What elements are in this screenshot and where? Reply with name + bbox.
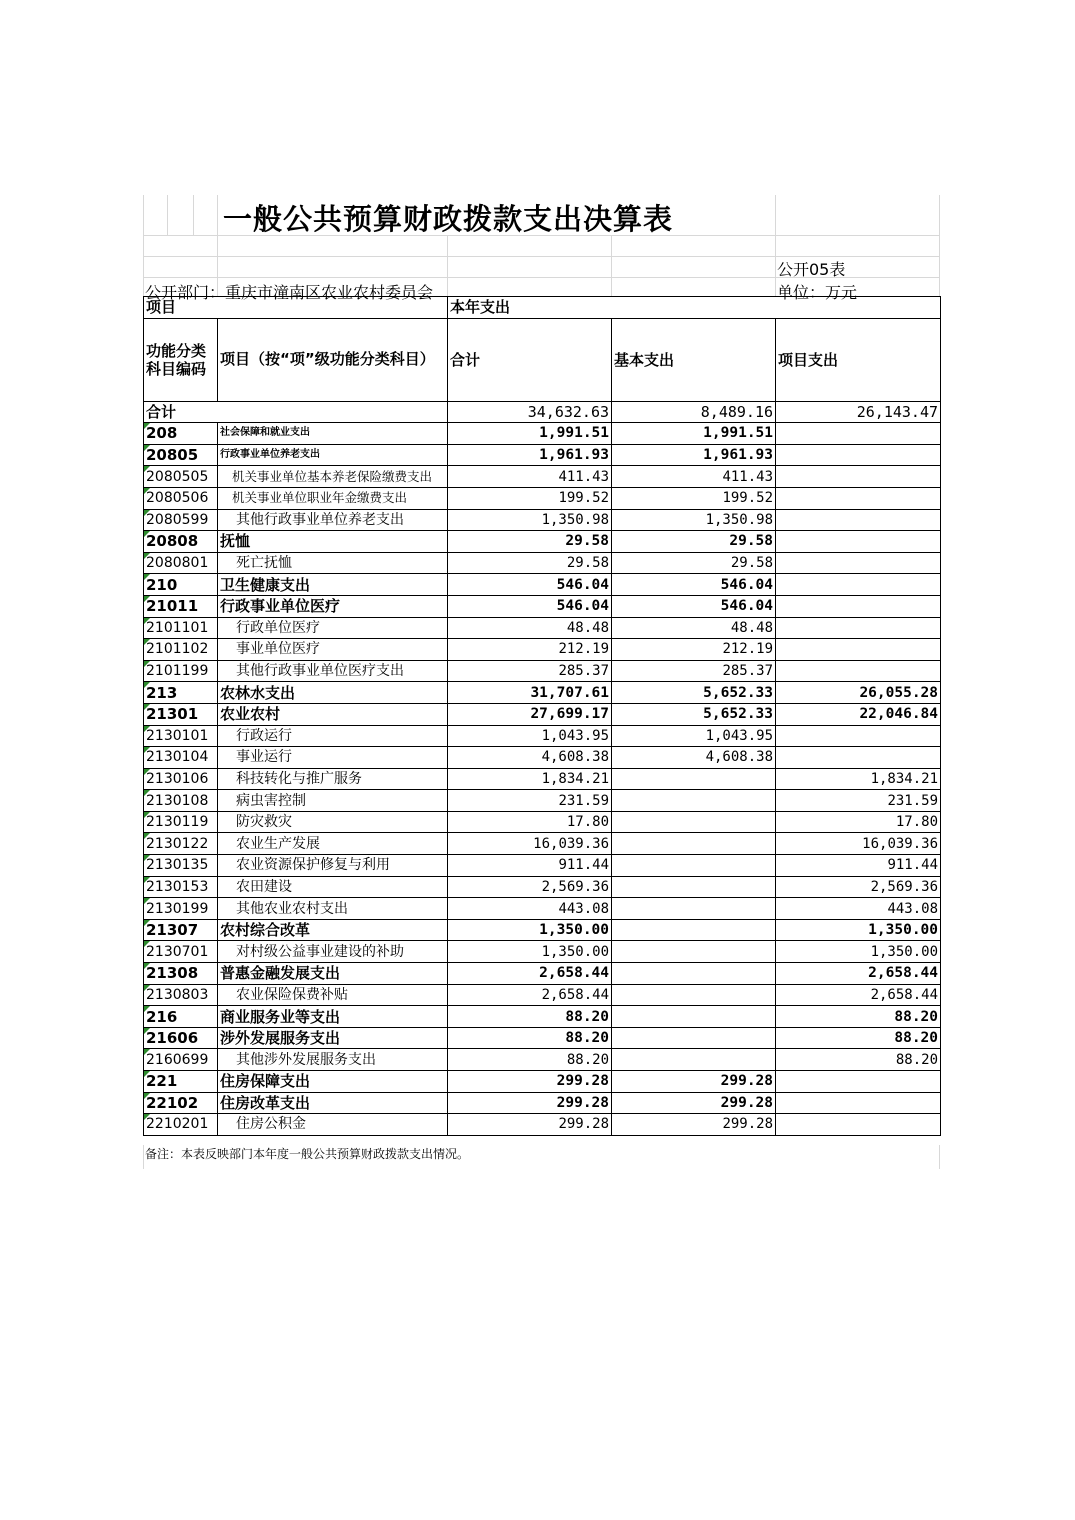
expenditure-table: [143, 296, 941, 1136]
name-cell: 住房保障支出: [218, 1071, 448, 1093]
table-row: [144, 1114, 941, 1136]
total-cell: 1,350.98: [448, 509, 612, 531]
header-name: 项目（按“项”级功能分类科目）: [218, 318, 448, 401]
code-cell: 21011: [144, 595, 218, 617]
code-cell: 2130104: [144, 747, 218, 769]
name-cell: 农林水支出: [218, 682, 448, 704]
basic-cell: 546.04: [612, 574, 776, 596]
code-cell: 20808: [144, 531, 218, 553]
name-cell: 其他农业农村支出: [218, 898, 448, 920]
total-cell: 88.20: [448, 1006, 612, 1028]
name-cell: 其他行政事业单位医疗支出: [218, 660, 448, 682]
total-cell: 48.48: [448, 617, 612, 639]
total-amount: 34,632.63: [448, 401, 612, 423]
total-project: 26,143.47: [776, 401, 941, 423]
project-cell: 231.59: [776, 790, 941, 812]
code-cell: 2130701: [144, 941, 218, 963]
table-row: [144, 423, 941, 445]
code-cell: 21301: [144, 703, 218, 725]
basic-cell: [612, 790, 776, 812]
name-cell: 行政事业单位医疗: [218, 595, 448, 617]
table-row: [144, 898, 941, 920]
total-cell: 299.28: [448, 1092, 612, 1114]
header-total: 合计: [448, 318, 612, 401]
basic-cell: [612, 855, 776, 877]
table-row: [144, 919, 941, 941]
gridline: [193, 195, 194, 235]
name-cell: 住房公积金: [218, 1114, 448, 1136]
project-cell: 911.44: [776, 855, 941, 877]
basic-cell: 1,961.93: [612, 444, 776, 466]
project-cell: [776, 617, 941, 639]
table-row: [144, 876, 941, 898]
name-cell: 行政运行: [218, 725, 448, 747]
code-cell: 2130106: [144, 768, 218, 790]
total-cell: 1,043.95: [448, 725, 612, 747]
name-cell: 农业保险保费补贴: [218, 984, 448, 1006]
project-cell: [776, 639, 941, 661]
basic-cell: 299.28: [612, 1071, 776, 1093]
total-cell: 1,834.21: [448, 768, 612, 790]
name-cell: 商业服务业等支出: [218, 1006, 448, 1028]
table-row: [144, 617, 941, 639]
basic-cell: [612, 898, 776, 920]
table-row: [144, 660, 941, 682]
project-cell: 1,350.00: [776, 919, 941, 941]
basic-cell: 1,350.98: [612, 509, 776, 531]
table-row: [144, 444, 941, 466]
basic-cell: 1,043.95: [612, 725, 776, 747]
table-row: [144, 855, 941, 877]
project-cell: 2,658.44: [776, 963, 941, 985]
code-cell: 221: [144, 1071, 218, 1093]
basic-cell: 285.37: [612, 660, 776, 682]
code-cell: 2101199: [144, 660, 218, 682]
basic-cell: 29.58: [612, 531, 776, 553]
total-cell: 2,658.44: [448, 984, 612, 1006]
name-cell: 涉外发展服务支出: [218, 1027, 448, 1049]
code-cell: 208: [144, 423, 218, 445]
basic-cell: 199.52: [612, 487, 776, 509]
table-row: [144, 682, 941, 704]
name-cell: 病虫害控制: [218, 790, 448, 812]
project-cell: 1,350.00: [776, 941, 941, 963]
name-cell: 对村级公益事业建设的补助: [218, 941, 448, 963]
name-cell: 其他行政事业单位养老支出: [218, 509, 448, 531]
total-cell: 1,350.00: [448, 919, 612, 941]
code-cell: 2130119: [144, 811, 218, 833]
code-cell: 216: [144, 1006, 218, 1028]
project-cell: 1,834.21: [776, 768, 941, 790]
basic-cell: [612, 876, 776, 898]
basic-cell: [612, 919, 776, 941]
project-cell: 22,046.84: [776, 703, 941, 725]
table-row: [144, 941, 941, 963]
basic-cell: 212.19: [612, 639, 776, 661]
name-cell: 行政事业单位养老支出: [218, 444, 448, 466]
project-cell: [776, 487, 941, 509]
basic-cell: [612, 1049, 776, 1071]
code-cell: 210: [144, 574, 218, 596]
code-cell: 2210201: [144, 1114, 218, 1136]
name-cell: 普惠金融发展支出: [218, 963, 448, 985]
header-current-year: 本年支出: [448, 297, 941, 319]
table-row: [144, 811, 941, 833]
header-project: 项目支出: [776, 318, 941, 401]
code-cell: 2080801: [144, 552, 218, 574]
table-row: [144, 487, 941, 509]
name-cell: 事业运行: [218, 747, 448, 769]
total-cell: 231.59: [448, 790, 612, 812]
name-cell: 其他涉外发展服务支出: [218, 1049, 448, 1071]
basic-cell: [612, 833, 776, 855]
name-cell: 农业农村: [218, 703, 448, 725]
table-row: [144, 574, 941, 596]
basic-cell: 411.43: [612, 466, 776, 488]
basic-cell: 29.58: [612, 552, 776, 574]
table-row: [144, 984, 941, 1006]
page-title: 一般公共预算财政拨款支出决算表: [223, 202, 674, 236]
total-cell: 31,707.61: [448, 682, 612, 704]
table-row: [144, 768, 941, 790]
total-cell: 29.58: [448, 531, 612, 553]
name-cell: 防灾救灾: [218, 811, 448, 833]
total-cell: 911.44: [448, 855, 612, 877]
project-cell: [776, 1092, 941, 1114]
form-number: 公开05表: [777, 260, 846, 279]
table-row: [144, 595, 941, 617]
total-cell: 4,608.38: [448, 747, 612, 769]
project-cell: 17.80: [776, 811, 941, 833]
project-cell: [776, 531, 941, 553]
project-cell: 88.20: [776, 1027, 941, 1049]
total-cell: 1,350.00: [448, 941, 612, 963]
name-cell: 农业资源保护修复与利用: [218, 855, 448, 877]
total-cell: 2,658.44: [448, 963, 612, 985]
project-cell: [776, 1071, 941, 1093]
total-cell: 212.19: [448, 639, 612, 661]
project-cell: [776, 509, 941, 531]
name-cell: 农业生产发展: [218, 833, 448, 855]
project-cell: 2,569.36: [776, 876, 941, 898]
basic-cell: 48.48: [612, 617, 776, 639]
name-cell: 卫生健康支出: [218, 574, 448, 596]
total-cell: 443.08: [448, 898, 612, 920]
table-row: [144, 509, 941, 531]
name-cell: 机关事业单位基本养老保险缴费支出: [218, 466, 448, 488]
project-cell: 88.20: [776, 1006, 941, 1028]
code-cell: 2130108: [144, 790, 218, 812]
table-row: [144, 466, 941, 488]
project-cell: [776, 574, 941, 596]
basic-cell: [612, 941, 776, 963]
basic-cell: 1,991.51: [612, 423, 776, 445]
basic-cell: [612, 768, 776, 790]
project-cell: 2,658.44: [776, 984, 941, 1006]
table-row: [144, 1027, 941, 1049]
gridline: [939, 195, 940, 296]
project-cell: 16,039.36: [776, 833, 941, 855]
code-cell: 2080505: [144, 466, 218, 488]
total-cell: 16,039.36: [448, 833, 612, 855]
code-cell: 2130199: [144, 898, 218, 920]
table-row: [144, 963, 941, 985]
name-cell: 行政单位医疗: [218, 617, 448, 639]
code-cell: 2160699: [144, 1049, 218, 1071]
project-cell: 88.20: [776, 1049, 941, 1071]
basic-cell: 4,608.38: [612, 747, 776, 769]
total-cell: 546.04: [448, 574, 612, 596]
name-cell: 死亡抚恤: [218, 552, 448, 574]
project-cell: [776, 552, 941, 574]
total-row: [144, 401, 941, 423]
gridline: [939, 1145, 940, 1169]
gridline: [611, 235, 612, 296]
code-cell: 2130153: [144, 876, 218, 898]
table-row: [144, 725, 941, 747]
code-cell: 2130135: [144, 855, 218, 877]
total-cell: 411.43: [448, 466, 612, 488]
code-cell: 2101102: [144, 639, 218, 661]
total-cell: 88.20: [448, 1049, 612, 1071]
code-cell: 213: [144, 682, 218, 704]
basic-cell: 299.28: [612, 1092, 776, 1114]
total-cell: 1,961.93: [448, 444, 612, 466]
code-cell: 2130122: [144, 833, 218, 855]
total-cell: 285.37: [448, 660, 612, 682]
code-cell: 2080506: [144, 487, 218, 509]
unit-label: 单位：万元: [777, 283, 858, 302]
header-code: 功能分类科目编码: [144, 318, 218, 401]
code-cell: 2130803: [144, 984, 218, 1006]
gridline: [143, 1145, 144, 1169]
name-cell: 农田建设: [218, 876, 448, 898]
total-label: 合计: [144, 401, 448, 423]
table-row: [144, 1049, 941, 1071]
code-cell: 22102: [144, 1092, 218, 1114]
project-cell: [776, 747, 941, 769]
code-cell: 21307: [144, 919, 218, 941]
table-row: [144, 790, 941, 812]
project-cell: 443.08: [776, 898, 941, 920]
name-cell: 事业单位医疗: [218, 639, 448, 661]
code-cell: 21308: [144, 963, 218, 985]
project-cell: [776, 466, 941, 488]
basic-cell: [612, 1006, 776, 1028]
table-row: [144, 639, 941, 661]
total-cell: 29.58: [448, 552, 612, 574]
gridline: [143, 195, 144, 296]
total-cell: 299.28: [448, 1071, 612, 1093]
header-basic: 基本支出: [612, 318, 776, 401]
name-cell: 住房改革支出: [218, 1092, 448, 1114]
project-cell: [776, 660, 941, 682]
code-cell: 21606: [144, 1027, 218, 1049]
total-basic: 8,489.16: [612, 401, 776, 423]
total-cell: 199.52: [448, 487, 612, 509]
department-label: 公开部门：重庆市潼南区农业农村委员会: [145, 283, 434, 302]
project-cell: 26,055.28: [776, 682, 941, 704]
project-cell: [776, 595, 941, 617]
basic-cell: [612, 963, 776, 985]
project-cell: [776, 725, 941, 747]
project-cell: [776, 1114, 941, 1136]
basic-cell: [612, 811, 776, 833]
header-item: 项目: [144, 297, 448, 319]
table-row: [144, 531, 941, 553]
name-cell: 科技转化与推广服务: [218, 768, 448, 790]
total-cell: 546.04: [448, 595, 612, 617]
basic-cell: [612, 1027, 776, 1049]
total-cell: 2,569.36: [448, 876, 612, 898]
table-row: [144, 833, 941, 855]
project-cell: [776, 444, 941, 466]
name-cell: 抚恤: [218, 531, 448, 553]
footnote: 备注：本表反映部门本年度一般公共预算财政拨款支出情况。: [145, 1147, 470, 1161]
basic-cell: [612, 984, 776, 1006]
name-cell: 社会保障和就业支出: [218, 423, 448, 445]
table-row: [144, 552, 941, 574]
table-row: [144, 1006, 941, 1028]
name-cell: 农村综合改革: [218, 919, 448, 941]
total-cell: 17.80: [448, 811, 612, 833]
basic-cell: 5,652.33: [612, 703, 776, 725]
basic-cell: 299.28: [612, 1114, 776, 1136]
header-row-2: [144, 318, 941, 401]
code-cell: 20805: [144, 444, 218, 466]
table-row: [144, 747, 941, 769]
project-cell: [776, 423, 941, 445]
code-cell: 2101101: [144, 617, 218, 639]
basic-cell: 5,652.33: [612, 682, 776, 704]
table-row: [144, 1092, 941, 1114]
total-cell: 1,991.51: [448, 423, 612, 445]
gridline: [775, 195, 776, 296]
basic-cell: 546.04: [612, 595, 776, 617]
total-cell: 27,699.17: [448, 703, 612, 725]
code-cell: 2080599: [144, 509, 218, 531]
total-cell: 299.28: [448, 1114, 612, 1136]
gridline: [167, 195, 168, 235]
name-cell: 机关事业单位职业年金缴费支出: [218, 487, 448, 509]
header-row-1: [144, 297, 941, 319]
gridline: [447, 235, 448, 296]
table-row: [144, 1071, 941, 1093]
code-cell: 2130101: [144, 725, 218, 747]
table-row: [144, 703, 941, 725]
total-cell: 88.20: [448, 1027, 612, 1049]
